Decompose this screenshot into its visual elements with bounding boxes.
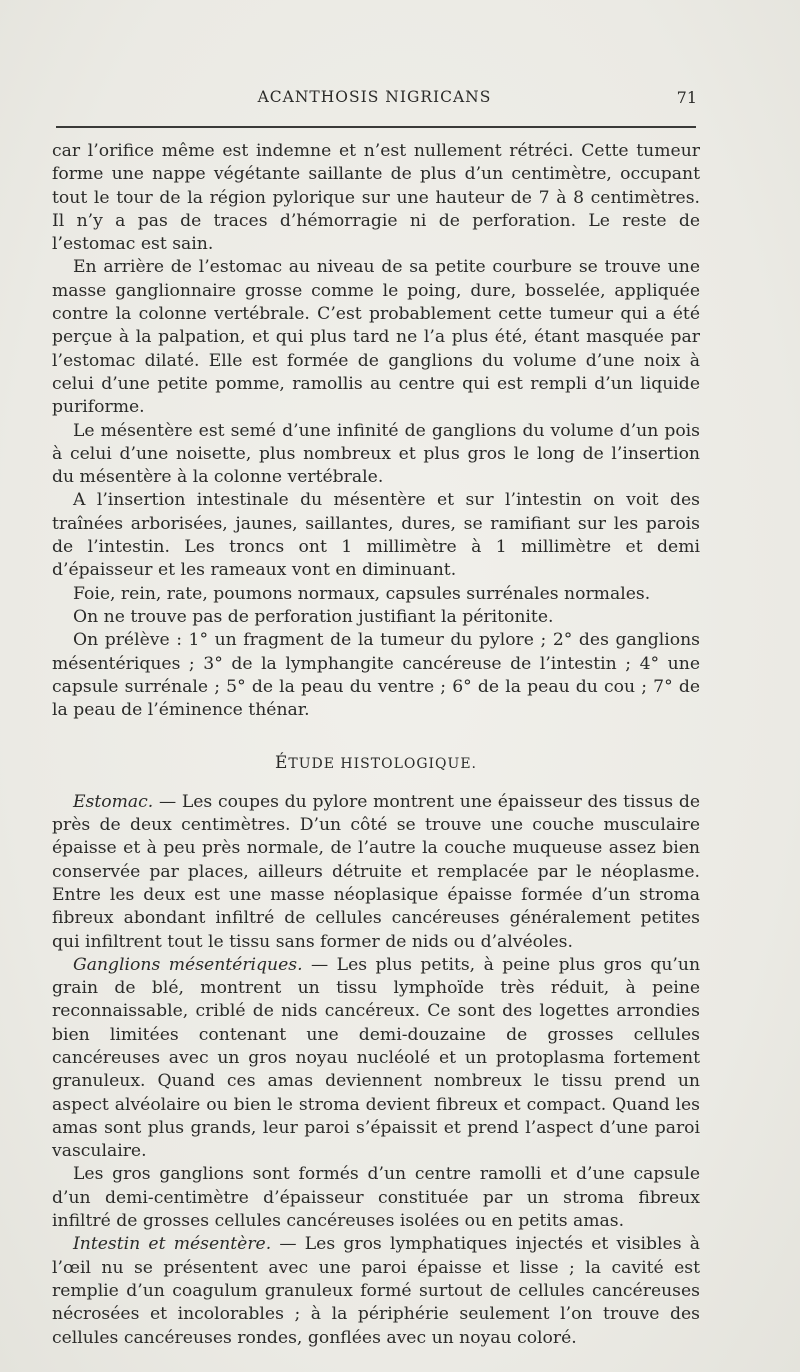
- paragraph-label: Intestin et mésentère.: [73, 1234, 272, 1255]
- paragraph: [52, 1233, 700, 1349]
- paragraph-text: — Les coupes du pylore montrent une épaisseur des tissus de près de deux centimètres. D’un côté se trouve une couche musculaire épaisse et à peu près normale, de l’autre la couche muqueuse assez bien conservée par places, ailleurs détruite et remplacée par le néoplasme. Entre les deux est une masse néoplasique épaisse formée d’un stroma fibreux abondant infiltré de cellules cancéreuses généralement petites qui infiltrent tout le tissu sans former de nids ou d’alvéoles.: [52, 791, 700, 952]
- section-title-initial: É: [274, 753, 289, 774]
- paragraph: En arrière de l’estomac au niveau de sa petite courbure se trouve une masse ganglionnaire grosse comme le poing, dure, bosselée, appliquée contre la colonne vertébrale. C’est probablement cette tumeur qui a été perçue à la palpation, et qui plus tard ne l’a plus été, étant masquée par l’estomac dilaté. Elle est formée de ganglions du volume d’une noix à celui d’une petite pomme, ramollis au centre qui est rempli d’un liquide puriforme.: [52, 257, 700, 418]
- paragraph-text: — Les gros lymphatiques injectés et visibles à l’œil nu se présentent avec une paroi épaisse et lisse ; la cavité est remplie d’un coagulum granuleux formé surtout de cellules cancéreuses nécrosées et incolorables ; à la périphérie seulement l’on trouve des cellules cancéreuses rondes, gonflées avec un noyau coloré.: [52, 1234, 700, 1348]
- body-text: [52, 140, 700, 1350]
- paragraph: On prélève : 1° un fragment de la tumeur du pylore ; 2° des ganglions mésentériques ; 3° de la lymphangite cancéreuse de l’intestin ; 4° une capsule surrénale ; 5° de la peau du ventre ; 6° de la peau du cou ; 7° de la peau de l’éminence thénar.: [52, 630, 700, 721]
- paragraph-label: Estomac.: [73, 791, 154, 812]
- section-title: [52, 752, 700, 776]
- running-title: ACANTHOSIS NIGRICANS: [257, 88, 492, 106]
- paragraph: Foie, rein, rate, poumons normaux, capsules surrénales normales.: [73, 583, 651, 604]
- paragraph: On ne trouve pas de perforation justifiant la péritonite.: [73, 606, 554, 627]
- paragraph: Les gros ganglions sont formés d’un centre ramolli et d’une capsule d’un demi-centimètre d’épaisseur constituée par un stroma fibreux infiltré de grosses cellules cancéreuses isolées ou en petits amas.: [52, 1164, 700, 1232]
- paragraph: [52, 954, 700, 1164]
- paragraph: [52, 791, 700, 954]
- header-rule: [56, 126, 696, 128]
- paragraph-label: Ganglions mésentériques.: [73, 954, 303, 975]
- paragraph: A l’insertion intestinale du mésentère et sur l’intestin on voit des traînées arborisées, jaunes, saillantes, dures, se ramifiant sur les parois de l’intestin. Les troncs ont 1 millimètre à 1 millimètre et demi d’épaisseur et les rameaux vont en diminuant.: [52, 490, 700, 581]
- paragraph-text: — Les plus petits, à peine plus gros qu’un grain de blé, montrent un tissu lymphoïde très réduit, à peine reconnaissable, criblé de nids cancéreux. Ce sont des logettes arrondies bien limitées contenant une demi-douzaine de grosses cellules cancéreuses avec un gros noyau nucléolé et un protoplasma fortement granuleux. Quand ces amas deviennent nombreux le tissu prend un aspect alvéolaire ou bien le stroma devient fibreux et compact. Quand les amas sont plus grands, leur paroi s’épaissit et prend l’aspect d’une paroi vasculaire.: [52, 954, 701, 1162]
- paragraph: Le mésentère est semé d’une infinité de ganglions du volume d’un pois à celui d’une noisette, plus nombreux et plus gros le long de l’insertion du mésentère à la colonne vertébrale.: [52, 420, 700, 488]
- section-title-text: TUDE HISTOLOGIQUE.: [288, 756, 478, 773]
- paragraph: car l’orifice même est indemne et n’est nullement rétréci. Cette tumeur forme une nappe végétante saillante de plus d’un centimètre, occupant tout le tour de la région pylorique sur une hauteur de 7 à 8 centimètres. Il n’y a pas de traces d’hémorragie ni de perforation. Le reste de l’estomac est sain.: [52, 141, 700, 255]
- running-head: [52, 88, 697, 114]
- page-number: 71: [676, 88, 697, 107]
